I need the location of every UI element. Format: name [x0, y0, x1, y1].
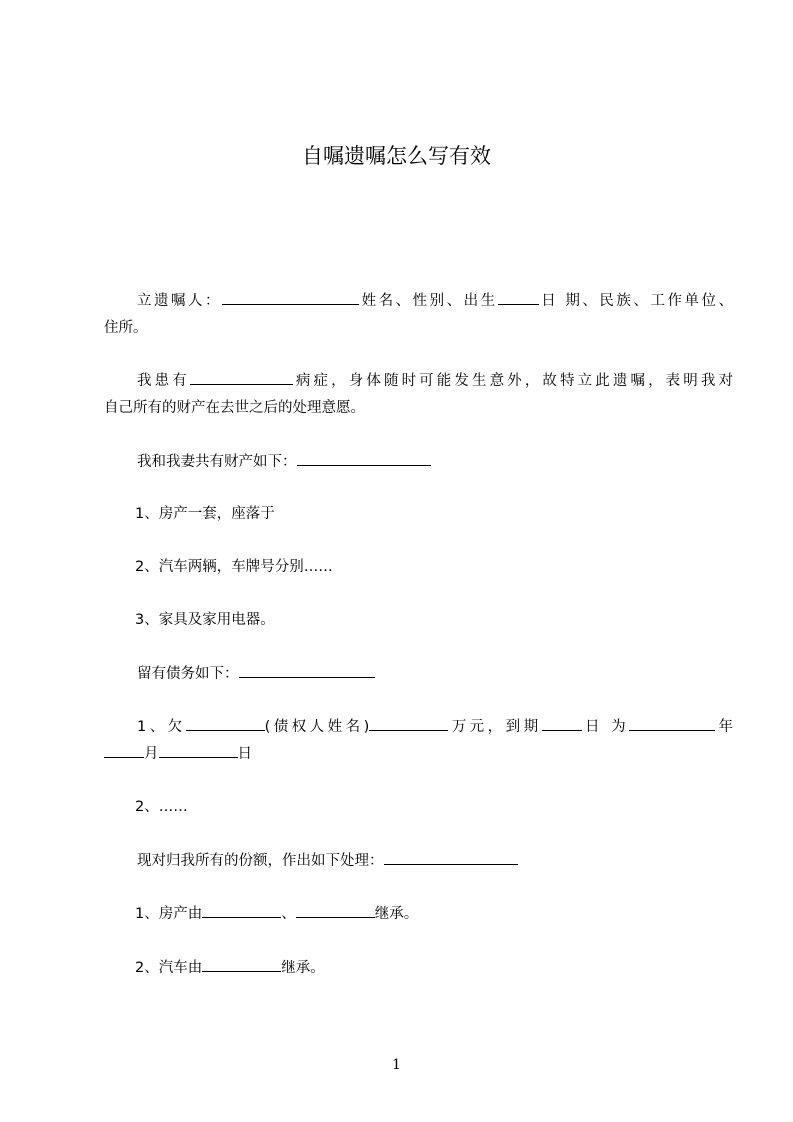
text-segment: 现对归我所有的份额，作出如下处理：	[137, 853, 384, 869]
document-title: 自嘱遗嘱怎么写有效	[302, 144, 491, 168]
text-segment: 1、房产由	[135, 906, 203, 922]
list-item-furniture	[104, 607, 731, 634]
text-segment: 月	[144, 746, 159, 762]
text-segment: 3、家具及家用电器。	[135, 612, 275, 628]
paragraph-testator-info-line2	[104, 315, 700, 342]
blank-line	[296, 903, 375, 918]
text-segment: 继承。	[374, 906, 419, 922]
text-segment: 留有债务如下：	[137, 666, 239, 682]
list-item-cars	[104, 554, 731, 581]
text-segment: 万元，到期	[448, 719, 542, 735]
list-item-house	[104, 501, 731, 528]
blank-line	[104, 743, 144, 758]
text-segment: 1、房产一套，座落于	[135, 506, 275, 522]
text-segment: 、	[281, 906, 296, 922]
text-segment: 2、汽车由	[135, 960, 203, 976]
blank-line	[202, 903, 281, 918]
page-number: 1	[392, 1057, 401, 1073]
paragraph-disposition	[104, 848, 733, 875]
blank-line	[297, 451, 431, 466]
text-segment: 日 期、民族、工作单位、	[538, 293, 734, 309]
paragraph-joint-property	[104, 449, 733, 476]
text-segment: 我患有	[137, 373, 190, 389]
blank-line	[369, 716, 448, 731]
blank-line	[239, 663, 375, 678]
blank-line	[498, 290, 539, 305]
paragraph-debts	[104, 661, 733, 688]
list-item-more-debts	[104, 794, 731, 821]
blank-line	[222, 290, 359, 305]
blank-line	[190, 370, 293, 385]
text-segment: 2、……	[135, 799, 188, 815]
text-segment: 1、欠	[137, 719, 186, 735]
text-segment: (债权人姓名)	[264, 719, 370, 735]
text-segment: 住所。	[104, 320, 148, 336]
text-segment: 病症，身体随时可能发生意外，故特立此遗嘱，表明我对	[292, 373, 734, 389]
text-segment: 我和我妻共有财产如下：	[137, 454, 297, 470]
paragraph-illness-line1	[104, 368, 733, 395]
paragraph-debt-item-line2	[104, 741, 700, 768]
list-item-car-heir	[104, 955, 731, 982]
text-segment: 日 为	[581, 719, 630, 735]
text-segment: 年	[715, 719, 734, 735]
paragraph-testator-info-line1	[104, 288, 733, 315]
list-item-house-heir	[104, 901, 731, 928]
text-segment: 立遗嘱人：	[137, 293, 223, 309]
blank-line	[542, 716, 582, 731]
text-segment: 2、汽车两辆，车牌号分别……	[135, 559, 333, 575]
text-segment: 继承。	[281, 960, 325, 976]
paragraph-illness-line2	[104, 395, 700, 422]
blank-line	[186, 716, 265, 731]
blank-line	[384, 850, 518, 865]
text-segment: 姓名、性别、出生	[359, 293, 498, 309]
blank-line	[159, 743, 238, 758]
blank-line	[629, 716, 715, 731]
blank-line	[202, 957, 281, 972]
paragraph-debt-item-line1	[104, 714, 733, 741]
text-segment: 自己所有的财产在去世之后的处理意愿。	[104, 400, 365, 416]
text-segment: 日	[237, 746, 252, 762]
